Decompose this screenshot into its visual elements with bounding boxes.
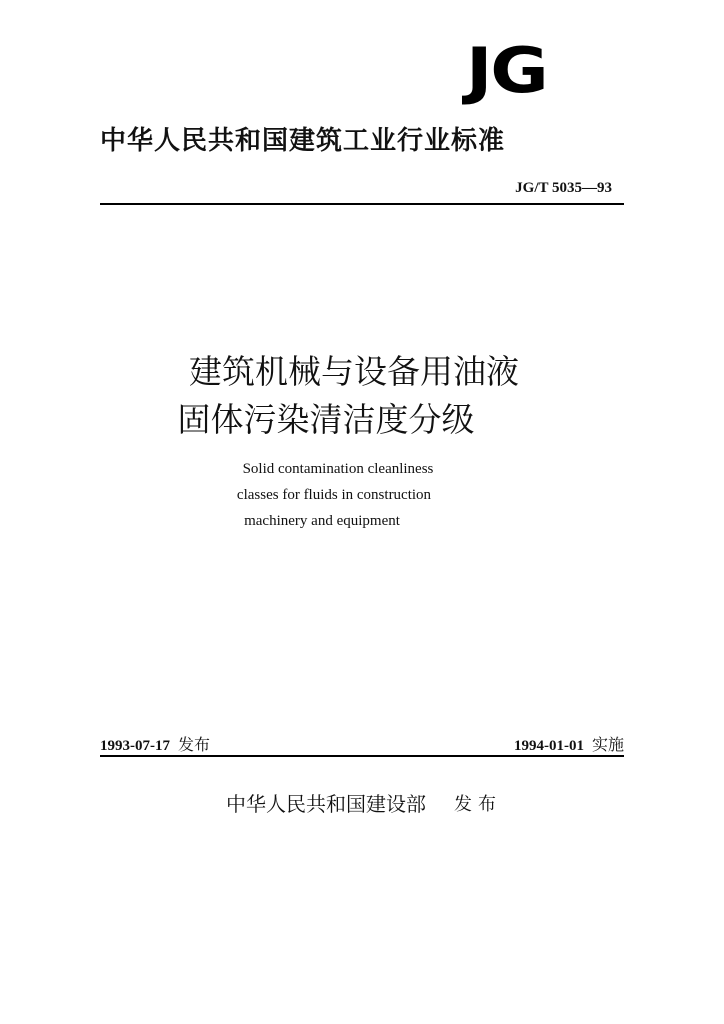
title-zh-line2: 固体污染清洁度分级 [177,400,475,439]
footer-divider [100,755,624,757]
header-divider [100,203,624,205]
standard-number: JG/T 5035—93 [515,180,612,196]
title-en-line1: Solid contamination cleanliness [242,461,434,477]
standard-logo: JG [466,34,547,107]
title-en-line2: classes for fluids in construction [236,487,432,503]
header-title: 中华人民共和国建筑工业行业标准 [100,126,506,156]
publish-date: 1993-07-17 [100,738,170,754]
title-en-line3: machinery and equipment [244,513,400,529]
publish-date-block [100,732,210,755]
title-zh-line1: 建筑机械与设备用油液 [189,352,519,391]
publish-label: 发布 [178,735,211,754]
implement-date-block [514,732,624,755]
implement-label: 实施 [591,735,624,754]
issuer-name: 中华人民共和国建设部 [226,792,426,816]
implement-date: 1994-01-01 [513,738,584,754]
issuer-action: 发布 [454,794,502,815]
